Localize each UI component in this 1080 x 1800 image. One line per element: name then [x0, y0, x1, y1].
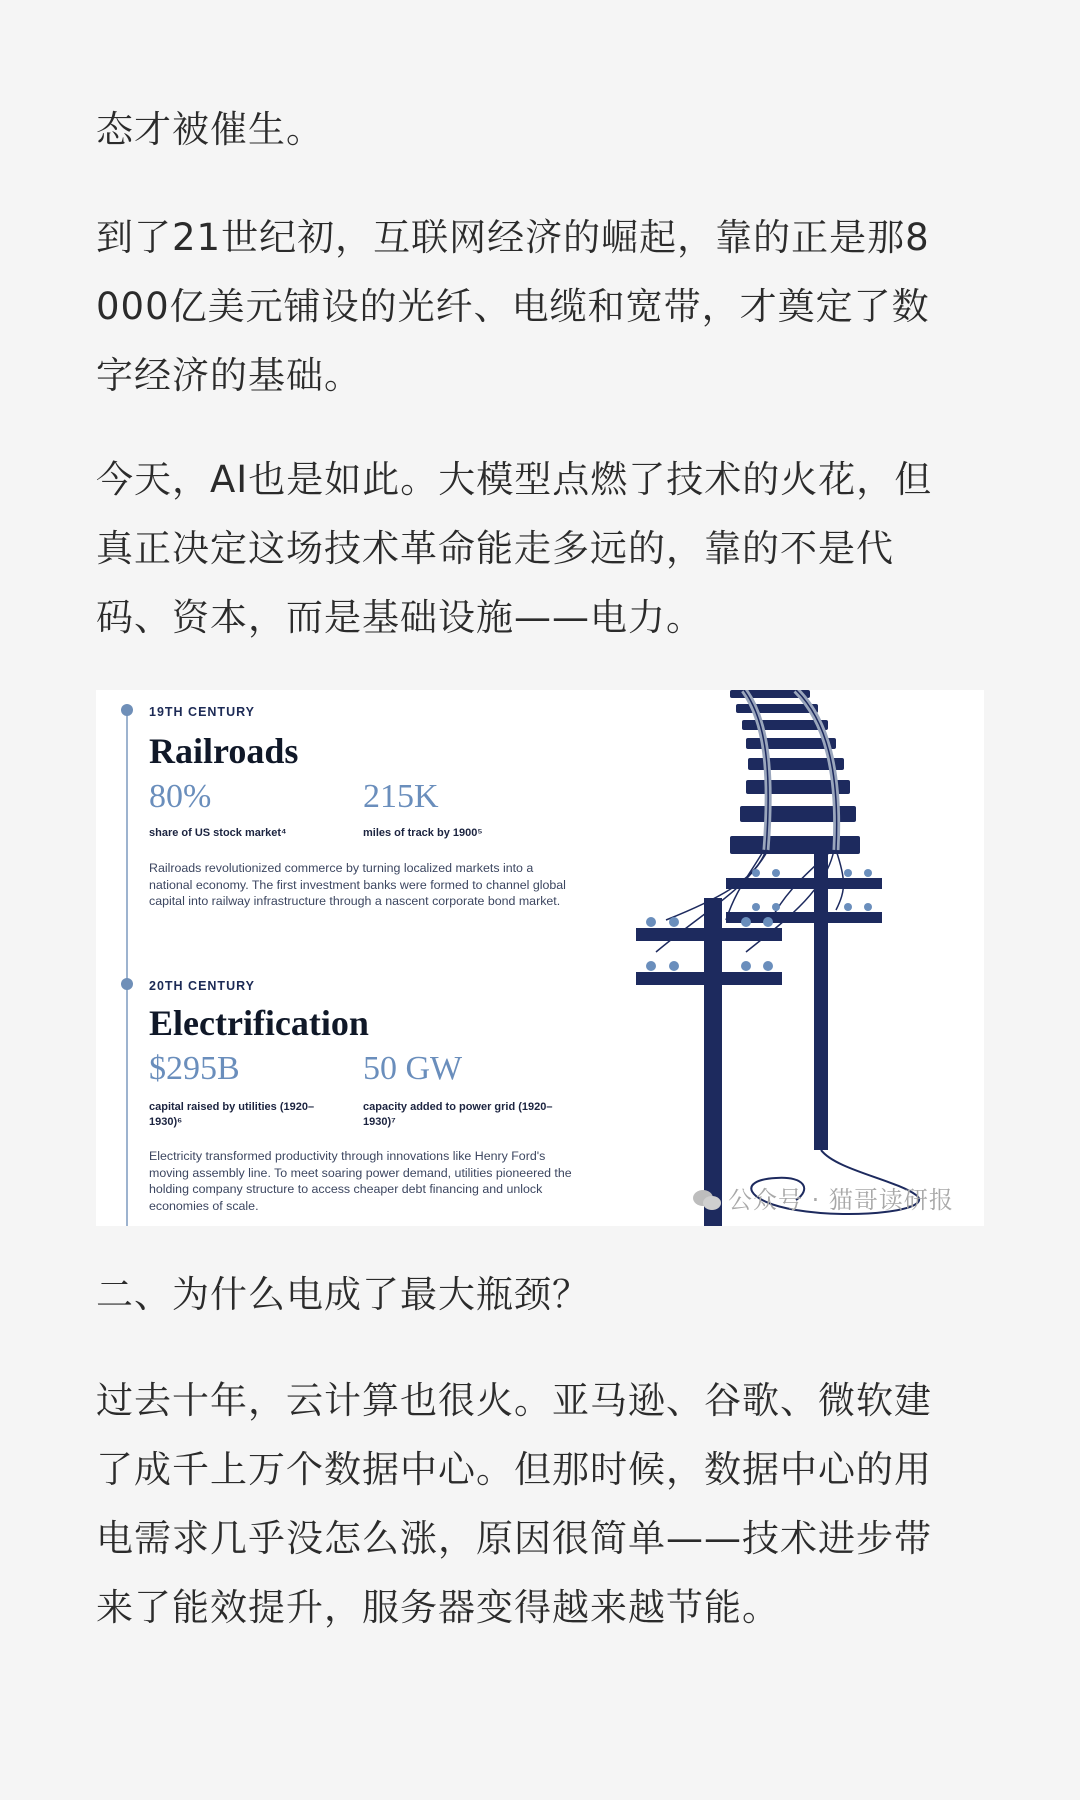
watermark [692, 1180, 954, 1215]
era-description: Railroads revolutionized commerce by turning localized markets into a national economy. The first investment banks were formed to channel global capital into railway infrastructure through a nascent corporate bond market. [149, 861, 566, 908]
era-label: 19TH CENTURY [149, 705, 255, 719]
stat-value: $295B [149, 1050, 240, 1087]
stat-label: miles of track by 1900⁵ [363, 827, 483, 839]
paragraph-internet-era [96, 203, 986, 410]
railroad-to-power-pole-illustration [596, 690, 984, 1226]
paragraph-intro-end [96, 95, 986, 164]
stat-label: share of US stock market⁴ [149, 827, 287, 839]
section-heading: 二、为什么电成了最大瓶颈？ [96, 1273, 590, 1316]
text-line: 码、资本，而是基础设施——电力。 [96, 596, 704, 639]
text-line: 来了能效提升，服务器变得越来越节能。 [96, 1586, 780, 1629]
wechat-icon [692, 1189, 722, 1211]
infrastructure-history-figure [96, 690, 984, 1226]
paragraph-ai-era [96, 445, 986, 652]
timeline-dot [121, 978, 133, 990]
text-line: 电需求几乎没怎么涨，原因很简单——技术进步带 [96, 1517, 932, 1560]
stat-label: capital raised by utilities (1920–1930)⁶ [149, 1101, 315, 1128]
text-line: 今天，AI也是如此。大模型点燃了技术的火花，但 [96, 458, 933, 501]
text-line: 到了21世纪初，互联网经济的崛起，靠的正是那8 [96, 216, 930, 259]
paragraph-cloud-computing [96, 1366, 986, 1642]
text-line: 000亿美元铺设的光纤、电缆和宽带，才奠定了数 [96, 285, 930, 328]
text-line: 过去十年，云计算也很火。亚马逊、谷歌、微软建 [96, 1379, 932, 1422]
text-line: 了成千上万个数据中心。但那时候，数据中心的用 [96, 1448, 932, 1491]
era-label: 20TH CENTURY [149, 979, 255, 993]
timeline-dot [121, 704, 133, 716]
era-description: Electricity transformed productivity through innovations like Henry Ford's moving assembly line. To meet soaring power demand, utilities pioneered the holding company structure to access cheaper debt financing and unlock economies of scale. [149, 1149, 572, 1213]
era-title: Electrification [149, 1003, 369, 1043]
stat-value: 50 GW [363, 1050, 463, 1087]
text-line: 字经济的基础。 [96, 354, 362, 397]
timeline-line [126, 710, 128, 1226]
watermark-text: 公众号 · 猫哥读研报 [728, 1186, 954, 1214]
text-line: 态才被催生。 [96, 108, 324, 151]
stat-label: capacity added to power grid (1920–1930)⁷ [363, 1101, 553, 1128]
text-line: 真正决定这场技术革命能走多远的，靠的不是代 [96, 527, 894, 570]
stat-value: 80% [149, 778, 212, 815]
stat-value: 215K [363, 778, 439, 815]
era-title: Railroads [149, 731, 299, 771]
